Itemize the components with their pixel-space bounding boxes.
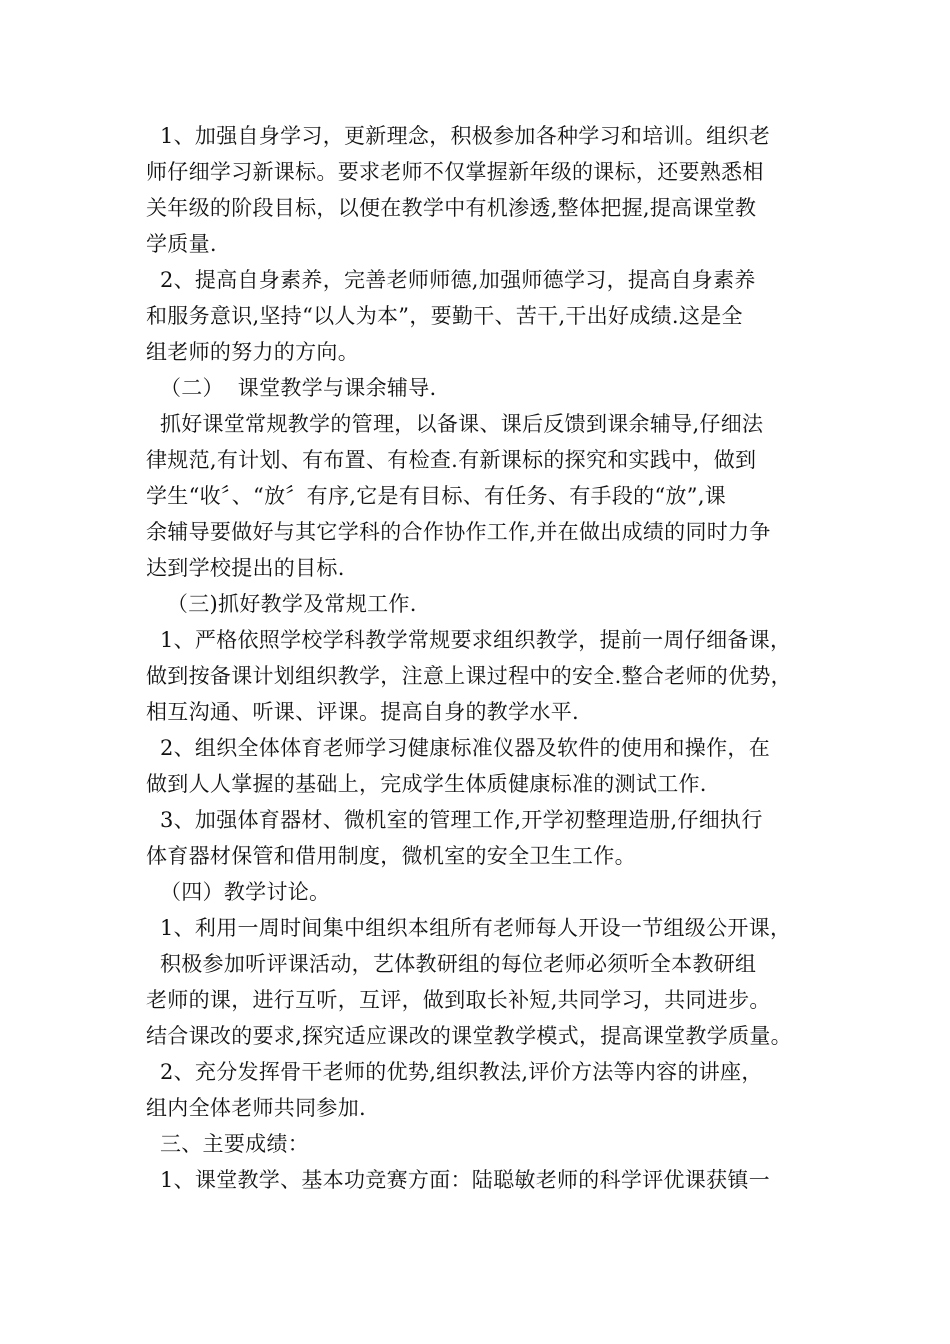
text-line: 做到按备课计划组织教学，注意上课过程中的安全.整合老师的优势， [146,664,792,688]
text-line: 1、课堂教学、基本功竞赛方面：陆聪敏老师的科学评优课获镇一 [146,1168,771,1192]
text-line: 积极参加听评课活动，艺体教研组的每位老师必须听全本教研组 [146,952,757,976]
text-line: 结合课改的要求,探究适应课改的课堂教学模式，提高课堂教学质量。 [146,1024,792,1048]
section-heading: （二） 课堂教学与课余辅导. [146,376,437,400]
text-line: 师仔细学习新课标。要求老师不仅掌握新年级的课标，还要熟悉相 [146,160,764,184]
text-line: 2、充分发挥骨干老师的优势,组织教法,评价方法等内容的讲座， [146,1060,763,1084]
text-line: 学质量. [146,232,217,256]
text-line: 抓好课堂常规教学的管理，以备课、课后反馈到课余辅导,仔细法 [146,412,764,436]
section-heading: （四）教学讨论。 [146,880,331,904]
section-heading: 三、主要成绩： [146,1132,310,1156]
text-line: 关年级的阶段目标，以便在教学中有机渗透,整体把握,提高课堂教 [146,196,757,220]
text-line: 1、严格依照学校学科教学常规要求组织教学，提前一周仔细备课， [146,628,792,652]
text-line: 做到人人掌握的基础上，完成学生体质健康标准的测试工作. [146,772,707,796]
text-line: 2、提高自身素养，完善老师师德,加强师德学习，提高自身素养 [146,268,756,292]
text-line: 达到学校提出的目标. [146,556,345,580]
section-heading: （三)抓好教学及常规工作. [146,592,417,616]
text-line: 组内全体老师共同参加. [146,1096,366,1120]
text-line: 1、加强自身学习，更新理念，积极参加各种学习和培训。组织老 [146,124,771,148]
text-line: 和服务意识,坚持“以人为本”，要勤干、苦干,干出好成绩.这是全 [146,304,743,328]
text-line: 3、加强体育器材、微机室的管理工作,开学初整理造册,仔细执行 [146,808,763,832]
text-line: 体育器材保管和借用制度，微机室的安全卫生工作。 [146,844,636,868]
text-line: 律规范,有计划、有布置、有检查.有新课标的探究和实践中，做到 [146,448,757,472]
text-line: 1、利用一周时间集中组织本组所有老师每人开设一节组级公开课， [146,916,792,940]
text-line: 2、组织全体体育老师学习健康标准仪器及软件的使用和操作，在 [146,736,771,760]
text-line: 老师的课，进行互听，互评，做到取长补短,共同学习，共同进步。 [146,988,771,1012]
text-line: 余辅导要做好与其它学科的合作协作工作,并在做出成绩的同时力争 [146,520,771,544]
text-line: 组老师的努力的方向。 [146,340,359,364]
text-line: 相互沟通、听课、评课。提高自身的教学水平. [146,700,579,724]
text-line: 学生“收〞、“放〞有序,它是有目标、有任务、有手段的“放”,课 [146,484,727,508]
